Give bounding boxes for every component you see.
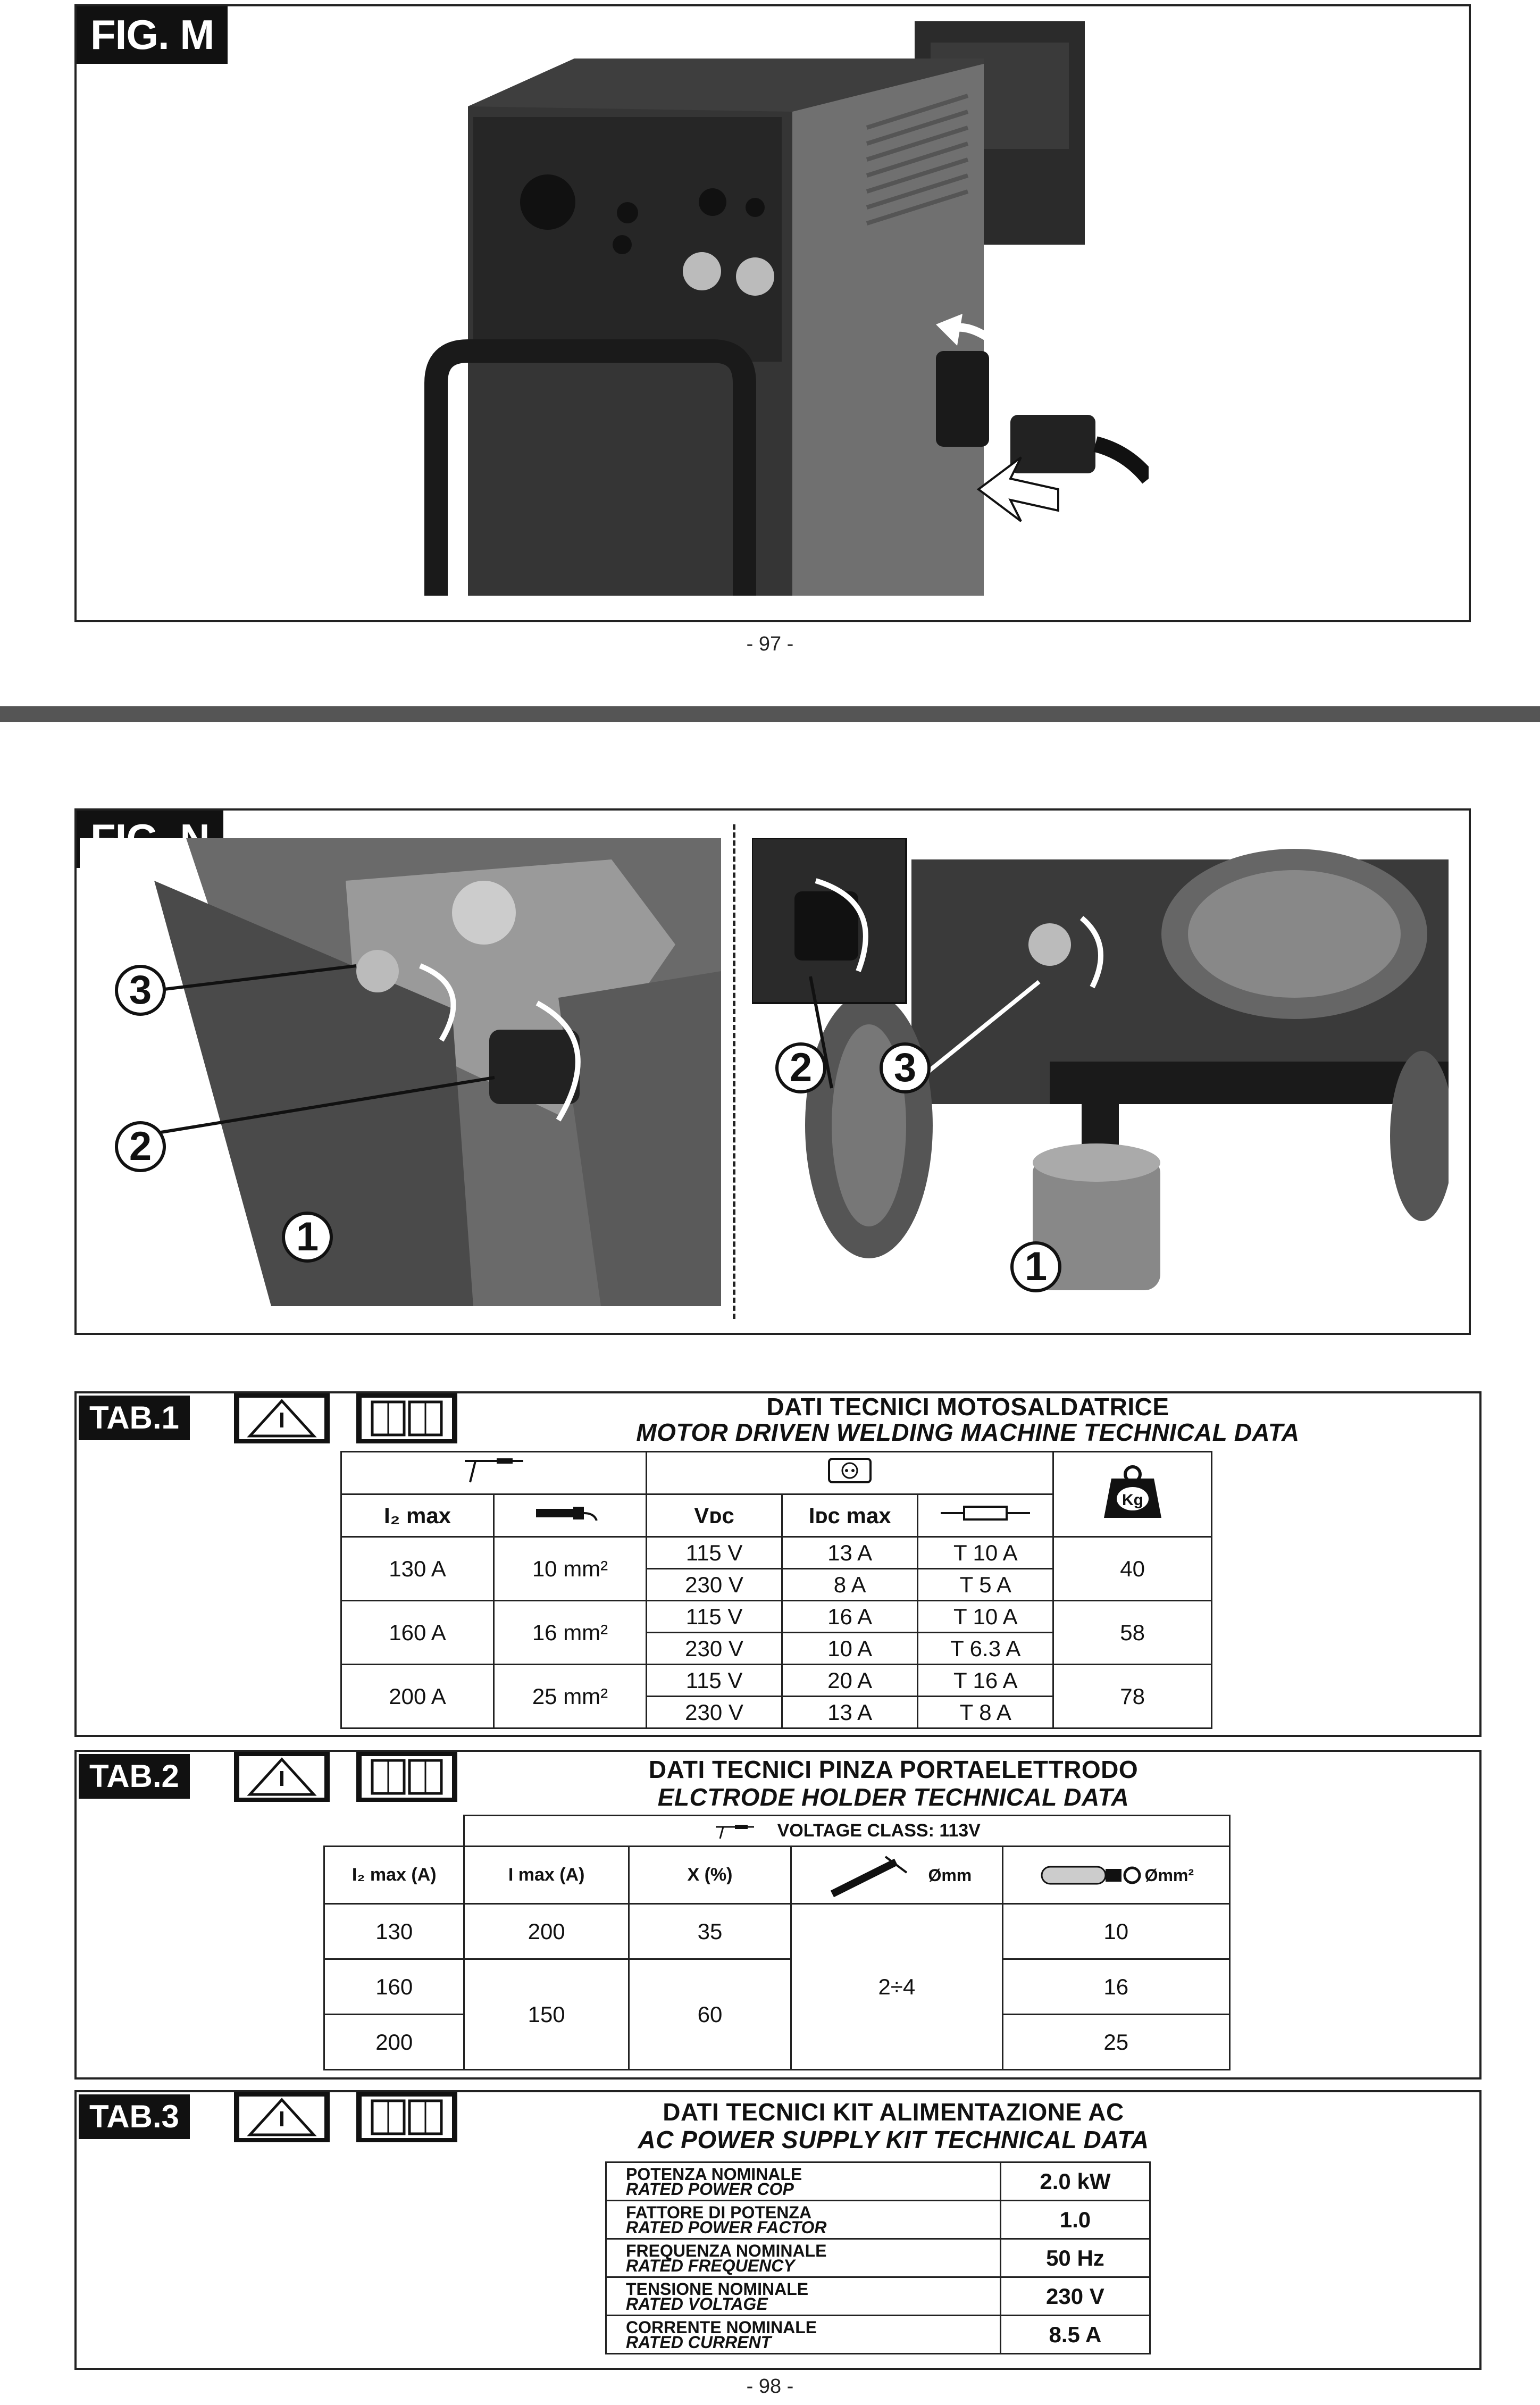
tab1-power-group-header bbox=[647, 1452, 1053, 1494]
manual-book-icon bbox=[356, 1393, 457, 1443]
cable-section-icon bbox=[533, 1502, 607, 1524]
warning-icon bbox=[234, 1393, 330, 1443]
page-number-98: - 98 - bbox=[746, 2375, 794, 2398]
tab1-row1-kg: 40 bbox=[1053, 1537, 1212, 1601]
tab2-row3-i2: 200 bbox=[324, 2015, 464, 2070]
tab3-row5-label bbox=[606, 2316, 1001, 2354]
tab1-row3-idc2: 13 A bbox=[782, 1697, 918, 1728]
tab2-voltage-class-header bbox=[464, 1816, 1230, 1847]
tab3-tag: TAB.3 bbox=[79, 2094, 190, 2139]
tab1-row3-i2: 200 A bbox=[341, 1665, 494, 1728]
tab2-electrode-range: 2÷4 bbox=[791, 1904, 1002, 2070]
tab1-tag: TAB.1 bbox=[79, 1396, 190, 1440]
tab1-row2-fuse1: T 10 A bbox=[918, 1601, 1053, 1633]
tab1-welding-group-header bbox=[341, 1452, 647, 1494]
tab2-row3-cable: 25 bbox=[1002, 2015, 1229, 2070]
tab2-table bbox=[323, 1815, 1231, 2070]
tab1-row1-i2: 130 A bbox=[341, 1537, 494, 1601]
cable-lug-icon bbox=[1039, 1859, 1145, 1891]
tab3-row3-value: 50 Hz bbox=[1000, 2239, 1150, 2277]
tab3-row5-value: 8.5 A bbox=[1000, 2316, 1150, 2354]
tab1-row1-v2: 230 V bbox=[647, 1569, 782, 1601]
fig-n-left-photo bbox=[80, 838, 721, 1306]
warning-icon bbox=[234, 1752, 330, 1802]
fig-n-right-callout-2: 2 bbox=[775, 1042, 826, 1093]
tab3-row2-label bbox=[606, 2201, 1001, 2239]
fuse-icon bbox=[938, 1502, 1033, 1524]
tab3-row1-en: RATED POWER COP bbox=[626, 2179, 794, 2199]
tab1-row2-fuse2: T 6.3 A bbox=[918, 1633, 1053, 1665]
tab3-row2-en: RATED POWER FACTOR bbox=[626, 2217, 827, 2237]
tab2-header-x: X (%) bbox=[629, 1847, 791, 1904]
tab2-header-cable bbox=[1002, 1847, 1229, 1904]
power-socket-icon bbox=[826, 1456, 874, 1485]
tab3-row4-en: RATED VOLTAGE bbox=[626, 2294, 768, 2314]
tab2-row2-i2: 160 bbox=[324, 1959, 464, 2015]
tab3-row1-it: POTENZA NOMINALE bbox=[626, 2164, 802, 2184]
tab1-row2-idc1: 16 A bbox=[782, 1601, 918, 1633]
tab1-weight-header bbox=[1053, 1452, 1212, 1537]
page-number-97: - 97 - bbox=[746, 633, 794, 655]
fig-n-separator bbox=[733, 824, 735, 1319]
tab2-header-electrode bbox=[791, 1847, 1002, 1904]
tab2-row23-imax: 150 bbox=[464, 1959, 629, 2070]
tab2-header-i2max: I₂ max (A) bbox=[324, 1847, 464, 1904]
tab2-electrode-unit: Ømm bbox=[928, 1865, 972, 1885]
tab1-row1-cable: 10 mm² bbox=[494, 1537, 647, 1601]
tab2-voltage-class: VOLTAGE CLASS: 113V bbox=[777, 1821, 981, 1841]
manual-book-icon bbox=[356, 2092, 457, 2142]
tab3-row5-en: RATED CURRENT bbox=[626, 2332, 772, 2352]
tab1-row2-cable: 16 mm² bbox=[494, 1601, 647, 1665]
tab1-row3-fuse2: T 8 A bbox=[918, 1697, 1053, 1728]
svg-text:Kg: Kg bbox=[1121, 1491, 1143, 1509]
tab1-row3-v1: 115 V bbox=[647, 1665, 782, 1697]
tab1-row1-fuse2: T 5 A bbox=[918, 1569, 1053, 1601]
tab1-title-en: MOTOR DRIVEN WELDING MACHINE TECHNICAL DATA bbox=[636, 1418, 1300, 1446]
tab2-title-en: ELCTRODE HOLDER TECHNICAL DATA bbox=[657, 1783, 1129, 1811]
fig-n-right-callout-3: 3 bbox=[880, 1042, 931, 1093]
tab1-header-cable bbox=[494, 1494, 647, 1537]
tab3-row1-label bbox=[606, 2162, 1001, 2201]
tab1-row1-fuse1: T 10 A bbox=[918, 1537, 1053, 1569]
welding-torch-icon bbox=[714, 1824, 756, 1840]
fig-m-photo bbox=[372, 11, 1149, 606]
tab3-row4-value: 230 V bbox=[1000, 2277, 1150, 2316]
tab1-header-idcmax: Iᴅᴄ max bbox=[782, 1494, 918, 1537]
tab2-row1-cable: 10 bbox=[1002, 1904, 1229, 1959]
tab3-row3-en: RATED FREQUENCY bbox=[626, 2256, 795, 2275]
tab3-row2-value: 1.0 bbox=[1000, 2201, 1150, 2239]
tab1-header-vdc: Vᴅᴄ bbox=[647, 1494, 782, 1537]
tab3-row3-label bbox=[606, 2239, 1001, 2277]
tab1-row1-idc2: 8 A bbox=[782, 1569, 918, 1601]
tab2-cable-unit: Ømm² bbox=[1144, 1865, 1194, 1885]
tab3-title-en: AC POWER SUPPLY KIT TECHNICAL DATA bbox=[638, 2126, 1149, 2153]
tab1-row1-idc1: 13 A bbox=[782, 1537, 918, 1569]
tab3-row4-it: TENSIONE NOMINALE bbox=[626, 2279, 809, 2299]
tab2-header-imax: I max (A) bbox=[464, 1847, 629, 1904]
tab1-row1-v1: 115 V bbox=[647, 1537, 782, 1569]
fig-n-right-callout-1: 1 bbox=[1010, 1241, 1061, 1292]
tab1-header-fuse bbox=[918, 1494, 1053, 1537]
tab2-tag: TAB.2 bbox=[79, 1754, 190, 1799]
tab2-row1-imax: 200 bbox=[464, 1904, 629, 1959]
warning-icon bbox=[234, 2092, 330, 2142]
tab1-row2-v2: 230 V bbox=[647, 1633, 782, 1665]
fig-n-left-callout-2: 2 bbox=[115, 1121, 166, 1172]
electrode-icon bbox=[822, 1851, 928, 1899]
tab3-row5-it: CORRENTE NOMINALE bbox=[626, 2317, 817, 2337]
tab1-title-it: DATI TECNICI MOTOSALDATRICE bbox=[766, 1393, 1169, 1421]
tab3-row4-label bbox=[606, 2277, 1001, 2316]
tab1-row3-idc1: 20 A bbox=[782, 1665, 918, 1697]
fig-n-left-callout-3: 3 bbox=[115, 965, 166, 1016]
tab3-title-it: DATI TECNICI KIT ALIMENTAZIONE AC bbox=[663, 2098, 1124, 2126]
tab3-row1-value: 2.0 kW bbox=[1000, 2162, 1150, 2201]
tab1-header-i2max: I₂ max bbox=[341, 1494, 494, 1537]
manual-book-icon bbox=[356, 1752, 457, 1802]
fig-m-label: FIG. M bbox=[77, 6, 228, 64]
fig-n-right-photo bbox=[752, 838, 1449, 1322]
tab1-row3-cable: 25 mm² bbox=[494, 1665, 647, 1728]
tab2-title-it: DATI TECNICI PINZA PORTAELETTRODO bbox=[648, 1756, 1139, 1783]
tab1-table bbox=[340, 1451, 1212, 1729]
page-divider bbox=[0, 706, 1540, 722]
tab3-row2-it: FATTORE DI POTENZA bbox=[626, 2202, 812, 2222]
weight-kg-icon bbox=[1101, 1463, 1165, 1521]
tab3-row3-it: FREQUENZA NOMINALE bbox=[626, 2241, 827, 2260]
tab3-table bbox=[605, 2161, 1151, 2354]
tab1-row2-kg: 58 bbox=[1053, 1601, 1212, 1665]
tab2-row1-x: 35 bbox=[629, 1904, 791, 1959]
tab2-row2-cable: 16 bbox=[1002, 1959, 1229, 2015]
tab1-row2-i2: 160 A bbox=[341, 1601, 494, 1665]
fig-n-left-callout-1: 1 bbox=[282, 1212, 333, 1263]
welding-torch-icon bbox=[459, 1456, 529, 1485]
tab1-row2-idc2: 10 A bbox=[782, 1633, 918, 1665]
tab1-row3-kg: 78 bbox=[1053, 1665, 1212, 1728]
tab2-row1-i2: 130 bbox=[324, 1904, 464, 1959]
tab1-row3-fuse1: T 16 A bbox=[918, 1665, 1053, 1697]
tab1-row3-v2: 230 V bbox=[647, 1697, 782, 1728]
tab1-row2-v1: 115 V bbox=[647, 1601, 782, 1633]
tab2-row23-x: 60 bbox=[629, 1959, 791, 2070]
